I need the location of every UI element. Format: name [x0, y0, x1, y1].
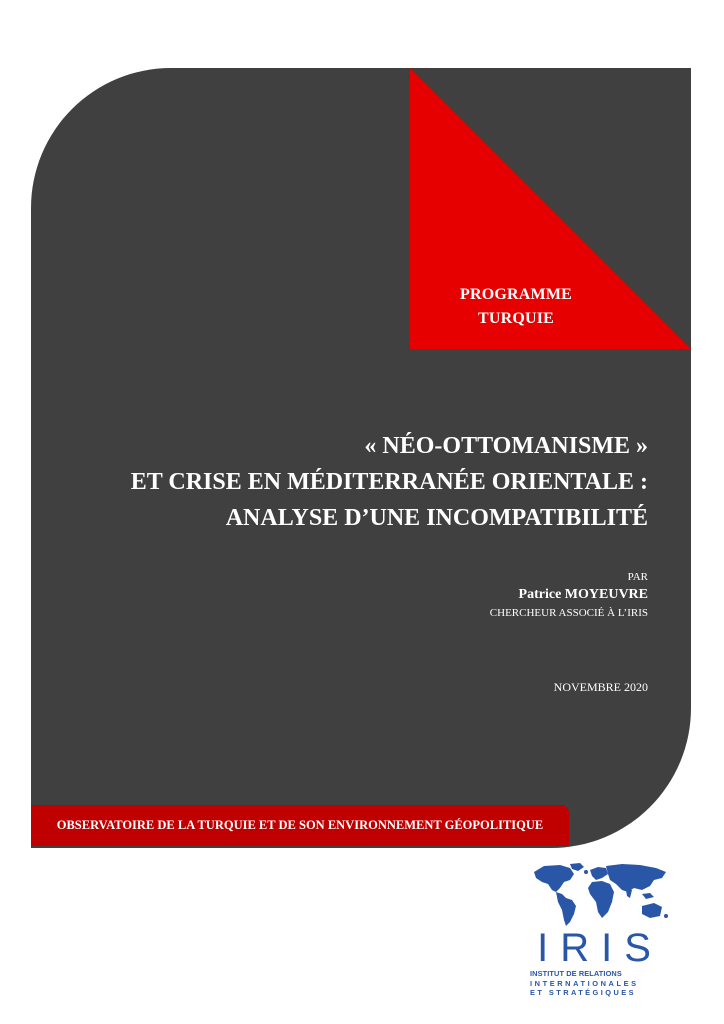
title-line2: ET CRISE EN MÉDITERRANÉE ORIENTALE :	[130, 469, 648, 495]
program-label	[431, 283, 601, 331]
cover-panel	[31, 68, 691, 848]
author-block	[248, 569, 648, 621]
world-map-icon	[530, 862, 670, 928]
author-name: Patrice MOYEUVRE	[518, 587, 648, 602]
iris-logo	[530, 862, 670, 1002]
logo-subtitle-line1: INSTITUT DE RELATIONS	[530, 969, 622, 978]
logo-subtitle	[530, 969, 670, 998]
publication-date: NOVEMBRE 2020	[553, 680, 648, 694]
author-role: CHERCHEUR ASSOCIÉ À L’IRIS	[489, 607, 648, 619]
logo-acronym: IRIS	[537, 926, 663, 970]
program-label-line2: TURQUIE	[477, 310, 555, 327]
observatory-banner: OBSERVATOIRE DE LA TURQUIE ET DE SON ENVIRONNEMENT GÉOPOLITIQUE	[31, 805, 569, 846]
document-title	[48, 428, 648, 536]
title-line1: « NÉO-OTTOMANISME »	[364, 433, 648, 459]
title-line3: ANALYSE D’UNE INCOMPATIBILITÉ	[225, 505, 648, 531]
logo-subtitle-line2: INTERNATIONALES	[530, 978, 639, 988]
program-label-line1: PROGRAMME	[459, 286, 572, 303]
logo-subtitle-line3: ET STRATÉGIQUES	[530, 988, 637, 997]
by-label: PAR	[627, 571, 648, 583]
